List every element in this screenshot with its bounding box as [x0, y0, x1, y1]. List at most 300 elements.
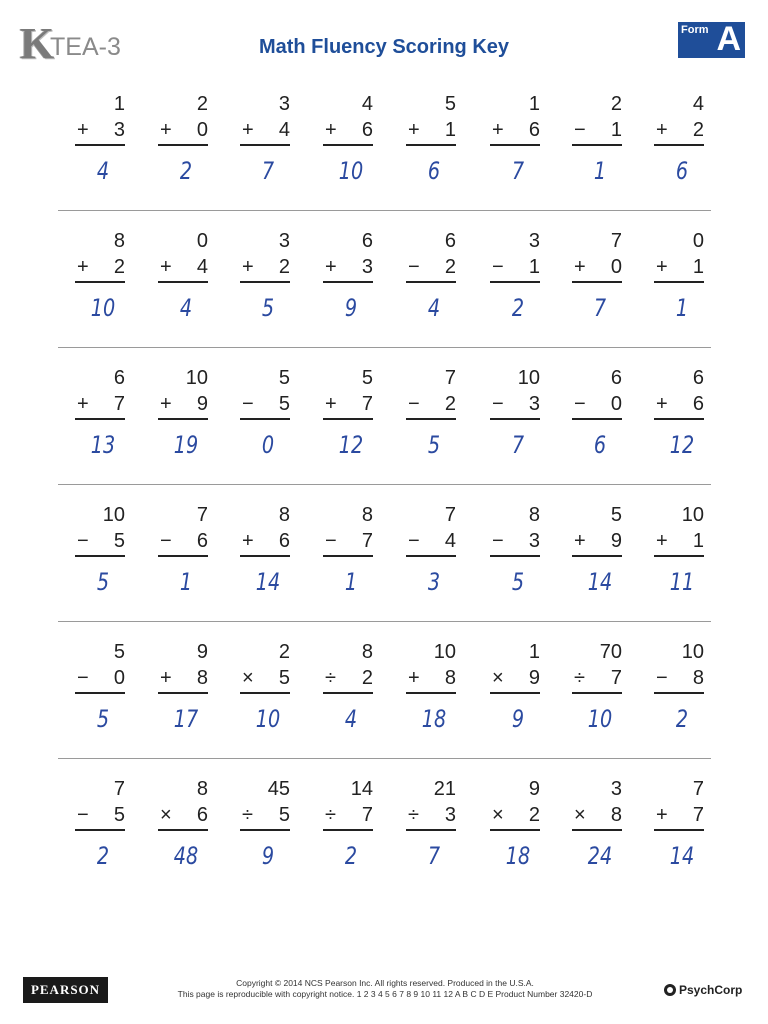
answer-line — [240, 144, 290, 146]
answer-line — [490, 418, 540, 420]
first-operand: 45 — [267, 778, 290, 800]
answer-line — [323, 555, 373, 557]
second-operand: 2 — [361, 667, 373, 689]
operator: ÷ — [242, 804, 253, 826]
operator: + — [574, 256, 586, 278]
operator: ÷ — [325, 667, 336, 689]
operator: + — [325, 119, 337, 141]
first-operand: 3 — [278, 230, 290, 252]
problem-row — [60, 362, 710, 499]
answer: 24 — [587, 842, 613, 870]
answer: 2 — [675, 705, 689, 733]
second-operand: 5 — [113, 804, 125, 826]
answer: 14 — [669, 842, 695, 870]
answer-line — [323, 144, 373, 146]
math-problem — [406, 636, 456, 756]
answer: 5 — [261, 294, 275, 322]
first-operand: 6 — [444, 230, 456, 252]
math-problem — [490, 225, 540, 345]
math-problem — [572, 636, 622, 756]
second-operand: 7 — [361, 393, 373, 415]
second-operand: 7 — [361, 530, 373, 552]
form-label: Form — [681, 24, 709, 36]
answer: 2 — [96, 842, 110, 870]
second-operand: 3 — [361, 256, 373, 278]
first-operand: 8 — [361, 641, 373, 663]
answer-line — [572, 829, 622, 831]
operator: − — [574, 119, 586, 141]
math-problem — [490, 773, 540, 893]
math-problem — [158, 88, 208, 208]
operator: ÷ — [408, 804, 419, 826]
answer: 5 — [427, 431, 441, 459]
operator: + — [574, 530, 586, 552]
second-operand: 9 — [196, 393, 208, 415]
operator: + — [242, 119, 254, 141]
answer: 18 — [421, 705, 447, 733]
answer-line — [75, 555, 125, 557]
second-operand: 6 — [196, 804, 208, 826]
first-operand: 5 — [610, 504, 622, 526]
answer: 4 — [179, 294, 193, 322]
answer: 2 — [344, 842, 358, 870]
answer-line — [572, 692, 622, 694]
second-operand: 0 — [113, 667, 125, 689]
math-problem — [654, 88, 704, 208]
answer: 10 — [338, 157, 364, 185]
answer-line — [572, 555, 622, 557]
answer-line — [158, 692, 208, 694]
first-operand: 2 — [196, 93, 208, 115]
operator: + — [77, 393, 89, 415]
second-operand: 2 — [692, 119, 704, 141]
math-problem — [75, 773, 125, 893]
operator: − — [492, 393, 504, 415]
answer: 2 — [179, 157, 193, 185]
second-operand: 3 — [528, 530, 540, 552]
math-problem — [240, 88, 290, 208]
math-problem — [490, 362, 540, 482]
operator: − — [492, 256, 504, 278]
first-operand: 7 — [692, 778, 704, 800]
answer: 10 — [255, 705, 281, 733]
first-operand: 8 — [278, 504, 290, 526]
first-operand: 70 — [599, 641, 622, 663]
operator: + — [160, 667, 172, 689]
answer-line — [323, 692, 373, 694]
first-operand: 5 — [278, 367, 290, 389]
first-operand: 3 — [278, 93, 290, 115]
answer-line — [654, 555, 704, 557]
first-operand: 6 — [692, 367, 704, 389]
operator: − — [77, 804, 89, 826]
answer-line — [240, 418, 290, 420]
second-operand: 4 — [196, 256, 208, 278]
answer: 6 — [427, 157, 441, 185]
answer-line — [75, 692, 125, 694]
operator: + — [656, 393, 668, 415]
operator: + — [656, 256, 668, 278]
answer-line — [406, 829, 456, 831]
second-operand: 8 — [610, 804, 622, 826]
operator: + — [492, 119, 504, 141]
first-operand: 7 — [444, 504, 456, 526]
answer-line — [406, 555, 456, 557]
operator: − — [492, 530, 504, 552]
copyright-notice — [120, 978, 650, 1000]
math-problem — [490, 636, 540, 756]
answer-line — [406, 144, 456, 146]
second-operand: 6 — [361, 119, 373, 141]
operator: + — [242, 256, 254, 278]
first-operand: 4 — [692, 93, 704, 115]
answer-line — [75, 829, 125, 831]
answer: 14 — [587, 568, 613, 596]
copyright-line-2: This page is reproducible with copyright notice. 1 2 3 4 5 6 7 8 9 10 11 12 A B C D E Product Number 32420-D — [177, 989, 593, 999]
second-operand: 9 — [610, 530, 622, 552]
operator: × — [242, 667, 254, 689]
second-operand: 8 — [444, 667, 456, 689]
answer: 13 — [90, 431, 116, 459]
first-operand: 6 — [113, 367, 125, 389]
math-problem — [490, 88, 540, 208]
row-divider — [58, 621, 711, 622]
operator: − — [408, 256, 420, 278]
row-divider — [58, 210, 711, 211]
answer: 18 — [505, 842, 531, 870]
math-problem — [158, 773, 208, 893]
math-problem — [323, 773, 373, 893]
answer: 0 — [261, 431, 275, 459]
page-title: Math Fluency Scoring Key — [258, 36, 510, 58]
second-operand: 1 — [444, 119, 456, 141]
operator: − — [160, 530, 172, 552]
operator: − — [77, 667, 89, 689]
second-operand: 2 — [444, 393, 456, 415]
problem-row — [60, 499, 710, 636]
answer-line — [490, 281, 540, 283]
answer: 1 — [179, 568, 193, 596]
form-badge — [678, 22, 745, 58]
first-operand: 5 — [113, 641, 125, 663]
answer-line — [75, 144, 125, 146]
answer: 9 — [344, 294, 358, 322]
math-problem — [158, 362, 208, 482]
answer: 7 — [511, 431, 525, 459]
second-operand: 1 — [528, 256, 540, 278]
math-problem — [323, 225, 373, 345]
math-problem — [240, 499, 290, 619]
first-operand: 6 — [361, 230, 373, 252]
answer: 4 — [344, 705, 358, 733]
problem-row — [60, 88, 710, 225]
first-operand: 3 — [610, 778, 622, 800]
answer-line — [323, 418, 373, 420]
second-operand: 1 — [692, 256, 704, 278]
answer-line — [654, 281, 704, 283]
math-problem — [240, 225, 290, 345]
math-problem — [654, 636, 704, 756]
math-problem — [240, 773, 290, 893]
answer-line — [406, 418, 456, 420]
math-problem — [572, 362, 622, 482]
second-operand: 5 — [278, 667, 290, 689]
answer-line — [240, 281, 290, 283]
answer-line — [572, 281, 622, 283]
math-problem — [75, 225, 125, 345]
problem-row — [60, 773, 710, 910]
operator: × — [160, 804, 172, 826]
answer-line — [654, 829, 704, 831]
operator: + — [325, 256, 337, 278]
answer: 3 — [427, 568, 441, 596]
first-operand: 10 — [102, 504, 125, 526]
math-problem — [75, 362, 125, 482]
math-problem — [323, 362, 373, 482]
answer: 6 — [675, 157, 689, 185]
second-operand: 5 — [278, 804, 290, 826]
answer: 1 — [675, 294, 689, 322]
math-problem — [323, 499, 373, 619]
second-operand: 1 — [610, 119, 622, 141]
row-divider — [58, 758, 711, 759]
psychcorp-label: PsychCorp — [679, 983, 743, 997]
operator: + — [325, 393, 337, 415]
math-problem — [406, 225, 456, 345]
answer-line — [158, 555, 208, 557]
math-problem — [158, 636, 208, 756]
answer: 1 — [593, 157, 607, 185]
second-operand: 3 — [528, 393, 540, 415]
second-operand: 6 — [528, 119, 540, 141]
first-operand: 2 — [610, 93, 622, 115]
second-operand: 5 — [113, 530, 125, 552]
answer-line — [158, 418, 208, 420]
math-problem — [158, 225, 208, 345]
operator: − — [408, 530, 420, 552]
first-operand: 5 — [361, 367, 373, 389]
first-operand: 4 — [361, 93, 373, 115]
math-problem — [406, 88, 456, 208]
copyright-line-1: Copyright © 2014 NCS Pearson Inc. All rights reserved. Produced in the U.S.A. — [236, 978, 534, 988]
answer-line — [490, 144, 540, 146]
first-operand: 10 — [517, 367, 540, 389]
first-operand: 8 — [113, 230, 125, 252]
second-operand: 4 — [278, 119, 290, 141]
answer: 19 — [173, 431, 199, 459]
first-operand: 10 — [681, 641, 704, 663]
operator: − — [77, 530, 89, 552]
answer: 10 — [90, 294, 116, 322]
answer-line — [75, 281, 125, 283]
pearson-logo: PEARSON — [23, 977, 108, 1003]
answer: 7 — [593, 294, 607, 322]
operator: + — [160, 393, 172, 415]
math-problem — [158, 499, 208, 619]
first-operand: 9 — [528, 778, 540, 800]
first-operand: 0 — [196, 230, 208, 252]
math-problem — [240, 362, 290, 482]
operator: ÷ — [325, 804, 336, 826]
second-operand: 2 — [113, 256, 125, 278]
math-problem — [323, 636, 373, 756]
answer-line — [75, 418, 125, 420]
operator: + — [160, 119, 172, 141]
answer: 17 — [173, 705, 199, 733]
second-operand: 0 — [610, 256, 622, 278]
second-operand: 6 — [692, 393, 704, 415]
answer-line — [240, 692, 290, 694]
answer: 9 — [261, 842, 275, 870]
operator: × — [492, 804, 504, 826]
second-operand: 3 — [113, 119, 125, 141]
operator: + — [408, 119, 420, 141]
answer: 7 — [511, 157, 525, 185]
second-operand: 7 — [361, 804, 373, 826]
math-problem — [240, 636, 290, 756]
answer-line — [490, 555, 540, 557]
second-operand: 6 — [196, 530, 208, 552]
answer: 5 — [511, 568, 525, 596]
first-operand: 2 — [278, 641, 290, 663]
problem-row — [60, 636, 710, 773]
math-problem — [572, 499, 622, 619]
first-operand: 8 — [528, 504, 540, 526]
first-operand: 6 — [610, 367, 622, 389]
psychcorp-mark-icon — [664, 984, 676, 996]
first-operand: 0 — [692, 230, 704, 252]
math-problem — [75, 88, 125, 208]
answer: 12 — [338, 431, 364, 459]
first-operand: 7 — [610, 230, 622, 252]
math-problem — [654, 773, 704, 893]
answer: 14 — [255, 568, 281, 596]
operator: × — [574, 804, 586, 826]
answer-line — [240, 555, 290, 557]
answer: 2 — [511, 294, 525, 322]
answer: 4 — [96, 157, 110, 185]
operator: + — [408, 667, 420, 689]
first-operand: 10 — [681, 504, 704, 526]
answer-line — [323, 829, 373, 831]
answer: 5 — [96, 705, 110, 733]
math-problem — [572, 225, 622, 345]
operator: − — [574, 393, 586, 415]
first-operand: 5 — [444, 93, 456, 115]
operator: − — [408, 393, 420, 415]
first-operand: 7 — [113, 778, 125, 800]
first-operand: 1 — [528, 641, 540, 663]
answer-line — [158, 281, 208, 283]
math-problem — [654, 499, 704, 619]
math-problem — [654, 225, 704, 345]
math-problem — [490, 499, 540, 619]
first-operand: 1 — [113, 93, 125, 115]
first-operand: 21 — [433, 778, 456, 800]
operator: + — [77, 256, 89, 278]
first-operand: 8 — [361, 504, 373, 526]
row-divider — [58, 347, 711, 348]
second-operand: 7 — [610, 667, 622, 689]
form-letter: A — [716, 20, 741, 58]
answer-line — [158, 829, 208, 831]
second-operand: 7 — [113, 393, 125, 415]
answer: 4 — [427, 294, 441, 322]
math-problem — [75, 636, 125, 756]
second-operand: 0 — [196, 119, 208, 141]
first-operand: 7 — [196, 504, 208, 526]
second-operand: 1 — [692, 530, 704, 552]
second-operand: 4 — [444, 530, 456, 552]
operator: − — [242, 393, 254, 415]
operator: + — [656, 530, 668, 552]
logo-text: TEA-3 — [50, 33, 121, 61]
answer-line — [654, 144, 704, 146]
answer-line — [158, 144, 208, 146]
operator: + — [77, 119, 89, 141]
answer: 1 — [344, 568, 358, 596]
answer: 7 — [261, 157, 275, 185]
second-operand: 8 — [692, 667, 704, 689]
first-operand: 7 — [444, 367, 456, 389]
operator: − — [325, 530, 337, 552]
answer: 12 — [669, 431, 695, 459]
first-operand: 3 — [528, 230, 540, 252]
answer-line — [406, 692, 456, 694]
first-operand: 1 — [528, 93, 540, 115]
logo-k: K — [20, 19, 55, 68]
first-operand: 8 — [196, 778, 208, 800]
second-operand: 2 — [278, 256, 290, 278]
answer: 6 — [593, 431, 607, 459]
second-operand: 5 — [278, 393, 290, 415]
answer-line — [654, 692, 704, 694]
answer: 9 — [511, 705, 525, 733]
row-divider — [58, 484, 711, 485]
operator: + — [656, 119, 668, 141]
second-operand: 7 — [692, 804, 704, 826]
math-problem — [75, 499, 125, 619]
answer-line — [572, 144, 622, 146]
answer-line — [572, 418, 622, 420]
operator: + — [242, 530, 254, 552]
operator: × — [492, 667, 504, 689]
first-operand: 10 — [185, 367, 208, 389]
answer: 5 — [96, 568, 110, 596]
answer: 10 — [587, 705, 613, 733]
second-operand: 6 — [278, 530, 290, 552]
math-problem — [406, 499, 456, 619]
first-operand: 14 — [350, 778, 373, 800]
math-problem — [406, 773, 456, 893]
first-operand: 10 — [433, 641, 456, 663]
math-problem — [406, 362, 456, 482]
operator: − — [656, 667, 668, 689]
answer-line — [323, 281, 373, 283]
math-problem — [323, 88, 373, 208]
second-operand: 0 — [610, 393, 622, 415]
math-problem — [572, 773, 622, 893]
answer-line — [240, 829, 290, 831]
math-problem — [572, 88, 622, 208]
operator: ÷ — [574, 667, 585, 689]
answer-line — [490, 692, 540, 694]
problem-row — [60, 225, 710, 362]
second-operand: 3 — [444, 804, 456, 826]
answer: 48 — [173, 842, 199, 870]
answer-line — [490, 829, 540, 831]
first-operand: 9 — [196, 641, 208, 663]
